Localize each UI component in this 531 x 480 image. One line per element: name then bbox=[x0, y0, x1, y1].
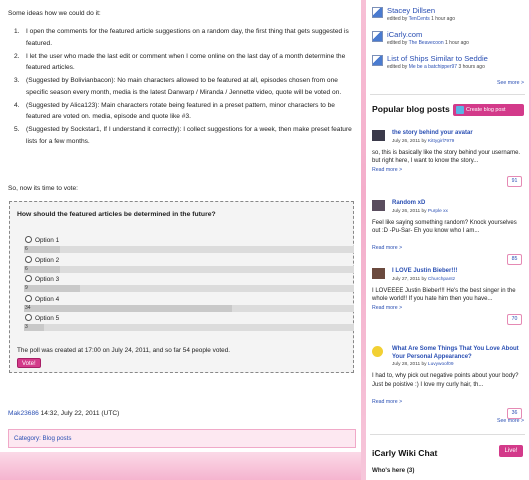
activity-meta bbox=[387, 16, 455, 22]
blog-post-excerpt: Feel like saying something random? Knock yourselves out :D -Pu-Sar- Eh you know who I am... bbox=[372, 219, 517, 234]
page-edit-icon bbox=[372, 31, 383, 42]
poll-result-bar bbox=[24, 266, 354, 273]
poll-vote-count: 6 bbox=[25, 266, 28, 272]
poll-result-fill bbox=[24, 246, 60, 253]
blog-post-date: July 26, 2011 by bbox=[392, 208, 428, 214]
whos-here-label: Who's here (3) bbox=[372, 467, 415, 474]
blog-post-title-link[interactable]: the story behind your avatar bbox=[392, 130, 473, 136]
rail-divider bbox=[370, 434, 525, 435]
comment-count-bubble[interactable]: 36 bbox=[507, 408, 522, 419]
poll-note: The poll was created at 17:00 on July 24, 2011, and so far 54 people voted. bbox=[17, 347, 231, 354]
list-item bbox=[8, 100, 353, 123]
poll-option-3[interactable] bbox=[25, 275, 59, 283]
radio-button[interactable] bbox=[25, 275, 32, 282]
read-more-link[interactable]: Read more > bbox=[372, 304, 403, 311]
category-link[interactable]: Category: Blog posts bbox=[14, 435, 72, 442]
comment-count-bubble[interactable]: 85 bbox=[507, 254, 522, 265]
activity-time: 1 hour ago bbox=[443, 40, 469, 46]
user-avatar[interactable] bbox=[372, 130, 385, 141]
ideas-list bbox=[8, 26, 353, 149]
list-item-text: I open the comments for the featured article suggestions on a random day, the first thing that gets suggested is featured. bbox=[26, 28, 349, 47]
wiki-chat-heading: iCarly Wiki Chat bbox=[372, 448, 438, 458]
poll-result-bar bbox=[24, 246, 354, 253]
poll-vote-count: 34 bbox=[25, 305, 31, 311]
list-item bbox=[8, 26, 353, 49]
rail-divider bbox=[370, 94, 525, 95]
poll-option-5[interactable] bbox=[25, 314, 59, 322]
poll-vote-count: 3 bbox=[25, 324, 28, 330]
poll-result-bar bbox=[24, 285, 354, 292]
activity-meta bbox=[387, 64, 485, 70]
signature bbox=[8, 410, 119, 417]
blog-post-title-link[interactable]: Random xD bbox=[392, 200, 426, 206]
list-item-number: 3. bbox=[14, 77, 20, 84]
intro-text: Some ideas how we could do it: bbox=[8, 10, 101, 17]
list-item-number: 4. bbox=[14, 101, 20, 109]
poll-box bbox=[9, 201, 354, 373]
list-item-text: I let the user who made the last edit or comment when I come online on the last day of a month determine the featured articles. bbox=[26, 52, 346, 71]
right-rail bbox=[366, 0, 529, 480]
activity-user-link[interactable]: TenCents bbox=[408, 16, 430, 22]
pencil-icon bbox=[456, 106, 464, 114]
activity-user-link[interactable]: The Beavecoon bbox=[408, 40, 444, 46]
poll-option-1[interactable] bbox=[25, 236, 59, 244]
blog-post-excerpt: so, this is basically like the story behind your username. but right here, I want to know the story... bbox=[372, 149, 521, 164]
blog-post-author-link[interactable]: Kittygirl7979 bbox=[427, 138, 455, 144]
activity-edited-by: edited by bbox=[387, 40, 409, 46]
user-avatar[interactable] bbox=[372, 268, 385, 279]
create-blog-post-button[interactable] bbox=[453, 104, 524, 116]
create-blog-post-label: Create blog post bbox=[466, 107, 506, 113]
vote-intro-text: So, now its time to vote: bbox=[8, 185, 78, 192]
activity-meta bbox=[387, 40, 469, 46]
blog-post-author-link[interactable]: Purple xx bbox=[427, 208, 448, 214]
poll-result-bar bbox=[24, 324, 354, 331]
radio-button[interactable] bbox=[25, 256, 32, 263]
blog-post-excerpt: I had to, why pick out negative points about your body? Just be poistive :) I love my curly hair, th... bbox=[372, 373, 519, 388]
list-item-text: (Suggested by Sockstar1, If I understand it correctly): I collect suggestions for a week, then make preset feature lists for a few months. bbox=[26, 126, 352, 145]
activity-time: 3 hours ago bbox=[457, 64, 485, 70]
radio-button[interactable] bbox=[25, 236, 32, 243]
activity-edited-by: edited by bbox=[387, 16, 409, 22]
radio-button[interactable] bbox=[25, 314, 32, 321]
activity-title-link[interactable]: Stacey Dillsen bbox=[387, 6, 436, 15]
list-item-number: 1. bbox=[14, 28, 20, 35]
activity-time: 1 hour ago bbox=[429, 16, 456, 22]
user-avatar[interactable] bbox=[372, 200, 385, 211]
blog-post-meta bbox=[392, 362, 454, 367]
poll-result-bar bbox=[24, 305, 354, 312]
list-item bbox=[8, 124, 353, 147]
live-chat-button[interactable]: Live! bbox=[499, 445, 523, 457]
list-item-number: 5. bbox=[14, 126, 20, 133]
page-edit-icon bbox=[372, 55, 383, 66]
vote-button[interactable]: Vote! bbox=[17, 358, 41, 368]
radio-button[interactable] bbox=[25, 295, 32, 302]
poll-question: How should the featured articles be determined in the future? bbox=[17, 211, 216, 218]
list-item-text: (Suggested by Bolivianbacon): No main characters allowed to be featured at all, episodes chosen from one specific season every month, media is the latest Danwarp / Miranda / Jennette video, quote will be voted on. bbox=[26, 77, 342, 96]
blog-post-date: July 28, 2011 by bbox=[392, 362, 428, 367]
poll-option-label: Option 4 bbox=[35, 296, 60, 303]
poll-option-2[interactable] bbox=[25, 256, 59, 264]
read-more-link[interactable]: Read more > bbox=[372, 398, 403, 405]
see-more-posts-link[interactable]: See more > bbox=[497, 418, 524, 424]
signature-user-link[interactable]: Mak23686 bbox=[8, 410, 39, 417]
poll-option-label: Option 3 bbox=[35, 276, 60, 283]
blog-post-author-link[interactable]: Luvywoof09 bbox=[427, 362, 454, 367]
activity-title-link[interactable]: iCarly.com bbox=[387, 30, 423, 39]
blog-post-title-link[interactable]: I LOVE Justin Bieber!!! bbox=[392, 268, 458, 274]
comment-count-bubble[interactable]: 70 bbox=[507, 314, 522, 325]
read-more-link[interactable]: Read more > bbox=[372, 166, 403, 173]
comment-count-bubble[interactable]: 91 bbox=[507, 176, 522, 187]
activity-title-link[interactable]: List of Ships Similar to Seddie bbox=[387, 54, 488, 63]
poll-option-label: Option 2 bbox=[35, 257, 60, 264]
poll-result-fill bbox=[24, 285, 80, 292]
popular-blog-posts-heading: Popular blog posts bbox=[372, 104, 450, 114]
category-box bbox=[8, 429, 356, 448]
blog-post-meta bbox=[392, 277, 455, 282]
list-item-text: (Suggested by Alica123): Main characters rotate being featured in a preset pattern, minor characters to be featured are voted on. media, episode and quote like #3. bbox=[26, 101, 335, 120]
poll-option-label: Option 1 bbox=[35, 237, 60, 244]
blog-post-excerpt: I LOVEEEE Justin Bieber!!! He's the best singer in the whole world!! If you hate him then you have... bbox=[372, 287, 516, 302]
poll-option-4[interactable] bbox=[25, 295, 59, 303]
activity-edited-by: edited by bbox=[387, 64, 409, 70]
signature-time: 14:32, July 22, 2011 (UTC) bbox=[38, 410, 120, 417]
page-edit-icon bbox=[372, 7, 383, 18]
poll-vote-count: 9 bbox=[25, 285, 28, 291]
activity-user-link[interactable]: Me be a batchipper97 bbox=[408, 64, 458, 70]
poll-option-label: Option 5 bbox=[35, 315, 60, 322]
poll-result-fill bbox=[24, 305, 232, 312]
list-item bbox=[8, 51, 353, 74]
page-footer-band bbox=[0, 452, 361, 480]
list-item bbox=[8, 75, 353, 98]
poll-result-fill bbox=[24, 266, 60, 273]
blog-post-date: July 26, 2011 by bbox=[392, 138, 428, 144]
blog-post-meta bbox=[392, 209, 448, 214]
blog-post-date: July 27, 2011 by bbox=[392, 276, 428, 282]
blog-post-meta bbox=[392, 139, 454, 144]
see-more-activity-link[interactable]: See more > bbox=[497, 80, 524, 86]
read-more-link[interactable]: Read more > bbox=[372, 245, 403, 251]
blog-post-title-link[interactable]: What Are Some Things That You Love About Your Personal Appearance? bbox=[392, 346, 519, 360]
list-item-number: 2. bbox=[14, 52, 20, 60]
poll-vote-count: 6 bbox=[25, 246, 28, 252]
blog-post-author-link[interactable]: Churchpantz bbox=[427, 276, 456, 282]
smiley-avatar-icon[interactable] bbox=[372, 346, 383, 357]
